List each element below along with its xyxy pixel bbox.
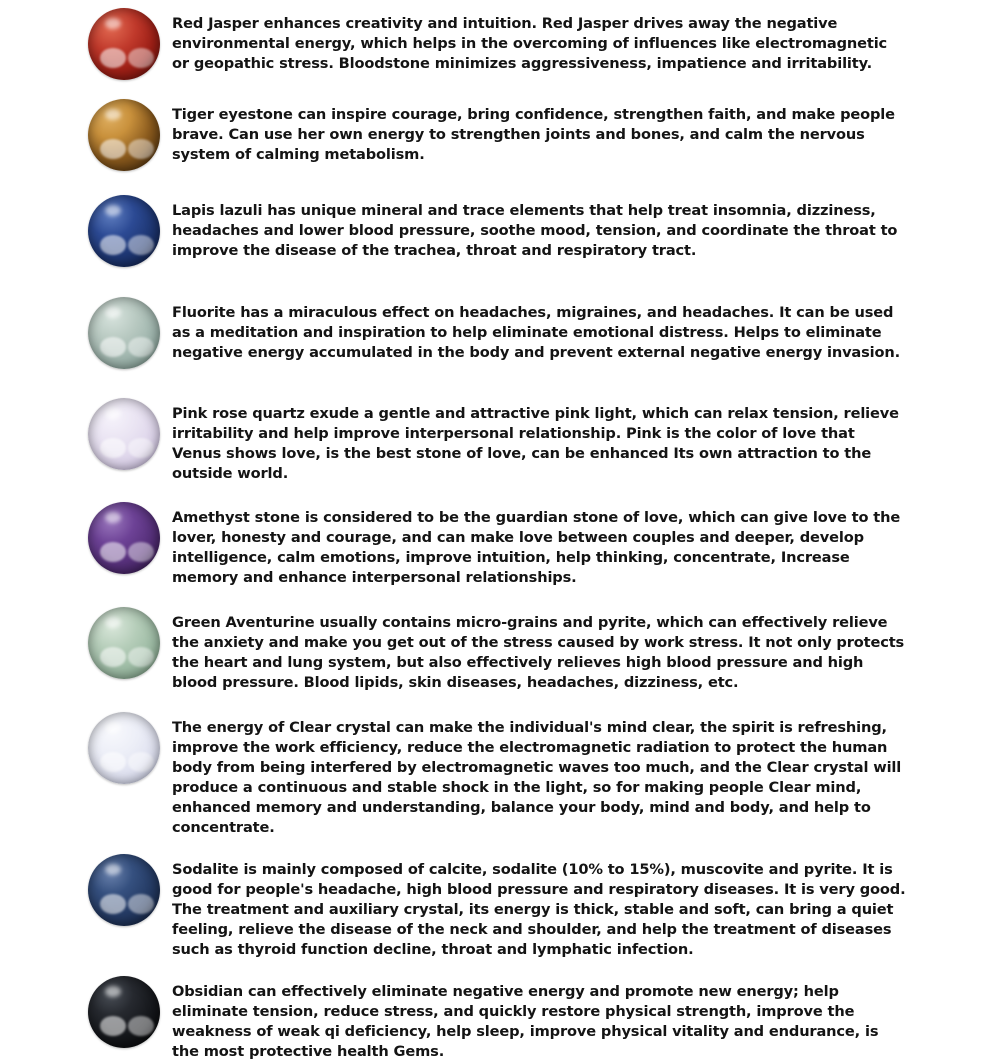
text-cell [172,295,907,363]
text-cell [172,974,907,1062]
text-cell [172,710,907,838]
gemstone-row [0,6,985,80]
bead-cell [76,710,172,784]
text-cell [172,852,907,960]
bead-cell [76,193,172,267]
gemstone-description: Obsidian can effectively eliminate negative energy and promote new energy; help eliminate tension, reduce stress, and quickly restore physical strength, improve the weakness of weak qi deficiency, help sleep, improve physical vitality and endurance, is the most protective health Gems. [172,982,879,1060]
bead-cell [76,500,172,574]
gemstone-row [0,193,985,267]
gemstone-description: Amethyst stone is considered to be the guardian stone of love, which can give love to the lover, honesty and courage, and can make love between couples and deeper, develop intelligence, calm emotions, improve intuition, help thinking, concentrate, Increase memory and enhance interpersonal relationships. [172,508,901,586]
bead-cell [76,97,172,171]
bead-green-aventurine [88,607,160,679]
gemstone-description: Fluorite has a miraculous effect on headaches, migraines, and headaches. It can be used as a meditation and inspiration to help eliminate emotional distress. Helps to eliminate negative energy accumulated in the body and prevent external negative energy invasion. [172,304,901,361]
gemstone-row [0,396,985,484]
text-cell [172,605,907,693]
gemstone-row [0,500,985,588]
bead-fluorite [88,297,160,369]
gemstone-row [0,974,985,1062]
gemstone-row [0,852,985,960]
gemstone-row [0,295,985,369]
gemstone-row [0,710,985,838]
gemstone-row [0,97,985,171]
gemstone-description: Tiger eyestone can inspire courage, bring confidence, strengthen faith, and make people brave. Can use her own energy to strengthen joints and bones, and calm the nervous system of calming metabolism. [172,106,895,163]
bead-rim-shading [88,297,160,369]
bead-rim-shading [88,976,160,1048]
text-cell [172,97,907,165]
bead-rim-shading [88,195,160,267]
bead-rim-shading [88,99,160,171]
bead-rim-shading [88,607,160,679]
text-cell [172,396,907,484]
bead-cell [76,295,172,369]
gemstone-row [0,605,985,693]
bead-rim-shading [88,854,160,926]
bead-amethyst [88,502,160,574]
bead-obsidian [88,976,160,1048]
bead-rim-shading [88,398,160,470]
text-cell [172,6,907,74]
bead-clear-crystal [88,712,160,784]
gemstone-description: Green Aventurine usually contains micro-grains and pyrite, which can effectively relieve the anxiety and make you get out of the stress caused by work stress. It not only protects the heart and lung system, but also effectively relieves high blood pressure and high blood pressure. Blood lipids, skin diseases, headaches, dizziness, etc. [172,613,905,691]
bead-cell [76,852,172,926]
text-cell [172,500,907,588]
gemstone-description: Red Jasper enhances creativity and intuition. Red Jasper drives away the negative environmental energy, which helps in the overcoming of influences like electromagnetic or geopathic stress. Bloodstone minimizes aggressiveness, impatience and irritability. [172,15,888,72]
bead-rim-shading [88,8,160,80]
bead-pink-rose-quartz [88,398,160,470]
bead-rim-shading [88,712,160,784]
bead-cell [76,6,172,80]
gemstone-description: Pink rose quartz exude a gentle and attractive pink light, which can relax tension, relieve irritability and help improve interpersonal relationship. Pink is the color of love that Venus shows love, is the best stone of love, can be enhanced Its own attraction to the outside world. [172,405,899,482]
gemstone-description: The energy of Clear crystal can make the individual's mind clear, the spirit is refreshing, improve the work efficiency, reduce the electromagnetic radiation to protect the human body from being interfered by electromagnetic waves too much, and the Clear crystal will produce a continuous and stable shock in the light, so for making people Clear mind, enhanced memory and understanding, balance your body, mind and body, and help to concentrate. [172,718,902,836]
bead-red-jasper [88,8,160,80]
bead-tiger-eyestone [88,99,160,171]
bead-sodalite [88,854,160,926]
bead-cell [76,605,172,679]
gemstone-description: Lapis lazuli has unique mineral and trace elements that help treat insomnia, dizziness, headaches and lower blood pressure, soothe mood, tension, and coordinate the throat to improve the disease of the trachea, throat and respiratory tract. [172,202,898,259]
bead-lapis-lazuli [88,195,160,267]
gemstone-description: Sodalite is mainly composed of calcite, sodalite (10% to 15%), muscovite and pyrite. It is good for people's headache, high blood pressure and respiratory diseases. It is very good. The treatment and auxiliary crystal, its energy is thick, stable and soft, can bring a quiet feeling, relieve the disease of the neck and shoulder, and help the treatment of diseases such as thyroid function decline, throat and lymphatic infection. [172,860,906,958]
bead-rim-shading [88,502,160,574]
bead-cell [76,396,172,470]
text-cell [172,193,907,261]
